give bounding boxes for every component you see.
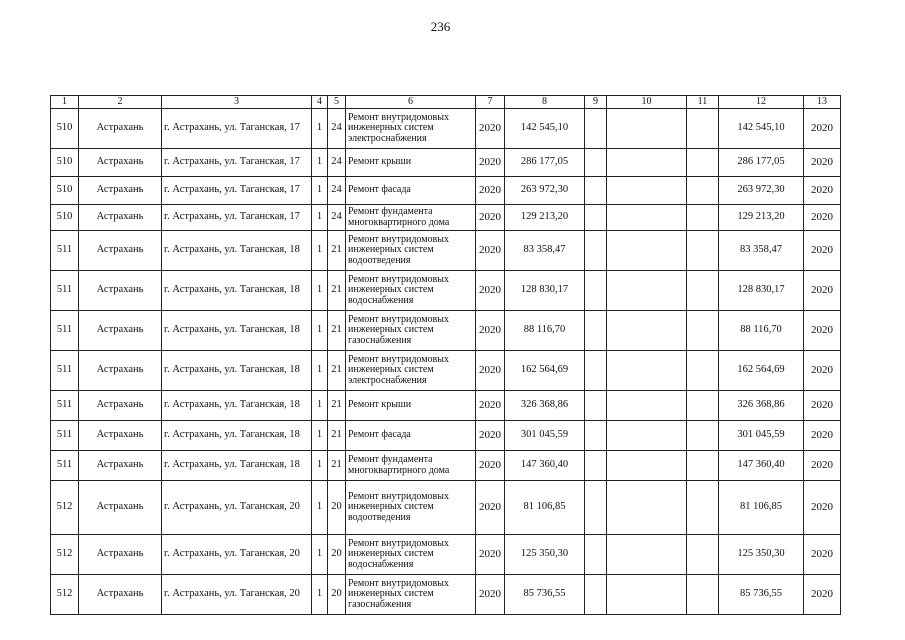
cell-city: Астрахань bbox=[79, 231, 162, 271]
cell-city: Астрахань bbox=[79, 311, 162, 351]
cell-total: 263 972,30 bbox=[719, 177, 804, 205]
col-header: 11 bbox=[687, 96, 719, 109]
cell-year: 2020 bbox=[476, 311, 505, 351]
cell-year: 2020 bbox=[476, 205, 505, 231]
cell-col10 bbox=[607, 109, 687, 149]
cell-year-end: 2020 bbox=[804, 231, 841, 271]
cell-col11 bbox=[687, 575, 719, 615]
col-header: 4 bbox=[312, 96, 328, 109]
cell-col10 bbox=[607, 177, 687, 205]
cell-year: 2020 bbox=[476, 231, 505, 271]
table-row bbox=[51, 109, 841, 149]
cell-sum: 83 358,47 bbox=[505, 231, 585, 271]
cell-year-end: 2020 bbox=[804, 205, 841, 231]
col-header: 13 bbox=[804, 96, 841, 109]
cell-year-end: 2020 bbox=[804, 351, 841, 391]
cell-col5: 21 bbox=[328, 231, 346, 271]
cell-address: г. Астрахань, ул. Таганская, 18 bbox=[162, 421, 312, 451]
cell-work-type: Ремонт внутридомовых инженерных систем водоотведения bbox=[346, 231, 476, 271]
cell-col4: 1 bbox=[312, 271, 328, 311]
cell-col10 bbox=[607, 451, 687, 481]
cell-sum: 88 116,70 bbox=[505, 311, 585, 351]
col-header: 3 bbox=[162, 96, 312, 109]
cell-year: 2020 bbox=[476, 421, 505, 451]
table-row bbox=[51, 177, 841, 205]
cell-sum: 125 350,30 bbox=[505, 535, 585, 575]
cell-city: Астрахань bbox=[79, 451, 162, 481]
cell-city: Астрахань bbox=[79, 351, 162, 391]
cell-city: Астрахань bbox=[79, 271, 162, 311]
table-row bbox=[51, 271, 841, 311]
cell-work-type: Ремонт фундамента многоквартирного дома bbox=[346, 205, 476, 231]
cell-col4: 1 bbox=[312, 109, 328, 149]
data-table bbox=[50, 95, 841, 615]
cell-col5: 21 bbox=[328, 271, 346, 311]
cell-year: 2020 bbox=[476, 351, 505, 391]
cell-address: г. Астрахань, ул. Таганская, 17 bbox=[162, 177, 312, 205]
table-row bbox=[51, 421, 841, 451]
cell-city: Астрахань bbox=[79, 481, 162, 535]
cell-year: 2020 bbox=[476, 391, 505, 421]
cell-col11 bbox=[687, 451, 719, 481]
cell-col9 bbox=[585, 231, 607, 271]
cell-year-end: 2020 bbox=[804, 149, 841, 177]
cell-col5: 24 bbox=[328, 205, 346, 231]
cell-year: 2020 bbox=[476, 451, 505, 481]
table-row bbox=[51, 451, 841, 481]
cell-col9 bbox=[585, 109, 607, 149]
cell-col4: 1 bbox=[312, 205, 328, 231]
table-row bbox=[51, 575, 841, 615]
cell-year: 2020 bbox=[476, 149, 505, 177]
cell-col5: 24 bbox=[328, 149, 346, 177]
table-row bbox=[51, 311, 841, 351]
cell-number: 511 bbox=[51, 451, 79, 481]
cell-number: 510 bbox=[51, 109, 79, 149]
cell-work-type: Ремонт крыши bbox=[346, 149, 476, 177]
col-header: 5 bbox=[328, 96, 346, 109]
cell-city: Астрахань bbox=[79, 177, 162, 205]
cell-col11 bbox=[687, 351, 719, 391]
cell-year-end: 2020 bbox=[804, 481, 841, 535]
cell-year-end: 2020 bbox=[804, 271, 841, 311]
cell-col9 bbox=[585, 149, 607, 177]
cell-col5: 21 bbox=[328, 391, 346, 421]
cell-total: 129 213,20 bbox=[719, 205, 804, 231]
cell-sum: 326 368,86 bbox=[505, 391, 585, 421]
cell-col11 bbox=[687, 421, 719, 451]
cell-col10 bbox=[607, 231, 687, 271]
cell-col10 bbox=[607, 149, 687, 177]
cell-sum: 286 177,05 bbox=[505, 149, 585, 177]
cell-work-type: Ремонт крыши bbox=[346, 391, 476, 421]
cell-year-end: 2020 bbox=[804, 535, 841, 575]
col-header: 9 bbox=[585, 96, 607, 109]
cell-city: Астрахань bbox=[79, 149, 162, 177]
cell-address: г. Астрахань, ул. Таганская, 18 bbox=[162, 451, 312, 481]
cell-col10 bbox=[607, 391, 687, 421]
cell-total: 88 116,70 bbox=[719, 311, 804, 351]
cell-col4: 1 bbox=[312, 149, 328, 177]
cell-col5: 24 bbox=[328, 177, 346, 205]
cell-address: г. Астрахань, ул. Таганская, 20 bbox=[162, 535, 312, 575]
cell-col11 bbox=[687, 177, 719, 205]
cell-number: 510 bbox=[51, 205, 79, 231]
cell-col4: 1 bbox=[312, 421, 328, 451]
cell-number: 511 bbox=[51, 391, 79, 421]
cell-year-end: 2020 bbox=[804, 391, 841, 421]
page-number: 236 bbox=[430, 19, 451, 34]
cell-total: 142 545,10 bbox=[719, 109, 804, 149]
cell-address: г. Астрахань, ул. Таганская, 18 bbox=[162, 351, 312, 391]
cell-total: 162 564,69 bbox=[719, 351, 804, 391]
cell-number: 511 bbox=[51, 231, 79, 271]
cell-city: Астрахань bbox=[79, 109, 162, 149]
cell-col5: 21 bbox=[328, 451, 346, 481]
cell-year-end: 2020 bbox=[804, 421, 841, 451]
col-header: 2 bbox=[79, 96, 162, 109]
cell-total: 85 736,55 bbox=[719, 575, 804, 615]
cell-city: Астрахань bbox=[79, 421, 162, 451]
cell-number: 511 bbox=[51, 311, 79, 351]
cell-address: г. Астрахань, ул. Таганская, 18 bbox=[162, 231, 312, 271]
cell-year-end: 2020 bbox=[804, 451, 841, 481]
cell-address: г. Астрахань, ул. Таганская, 18 bbox=[162, 271, 312, 311]
cell-col5: 21 bbox=[328, 421, 346, 451]
col-header: 12 bbox=[719, 96, 804, 109]
cell-col9 bbox=[585, 351, 607, 391]
cell-number: 511 bbox=[51, 271, 79, 311]
cell-city: Астрахань bbox=[79, 575, 162, 615]
cell-col9 bbox=[585, 575, 607, 615]
table-row bbox=[51, 205, 841, 231]
cell-address: г. Астрахань, ул. Таганская, 20 bbox=[162, 481, 312, 535]
cell-col10 bbox=[607, 351, 687, 391]
cell-work-type: Ремонт фундамента многоквартирного дома bbox=[346, 451, 476, 481]
cell-city: Астрахань bbox=[79, 205, 162, 231]
cell-work-type: Ремонт внутридомовых инженерных систем водоотведения bbox=[346, 481, 476, 535]
cell-address: г. Астрахань, ул. Таганская, 18 bbox=[162, 391, 312, 421]
cell-number: 511 bbox=[51, 421, 79, 451]
col-header: 10 bbox=[607, 96, 687, 109]
col-header: 6 bbox=[346, 96, 476, 109]
cell-year: 2020 bbox=[476, 535, 505, 575]
cell-sum: 128 830,17 bbox=[505, 271, 585, 311]
cell-sum: 142 545,10 bbox=[505, 109, 585, 149]
cell-col4: 1 bbox=[312, 311, 328, 351]
cell-col4: 1 bbox=[312, 481, 328, 535]
cell-year-end: 2020 bbox=[804, 177, 841, 205]
cell-sum: 263 972,30 bbox=[505, 177, 585, 205]
cell-col9 bbox=[585, 311, 607, 351]
cell-work-type: Ремонт фасада bbox=[346, 421, 476, 451]
cell-year: 2020 bbox=[476, 481, 505, 535]
table-row bbox=[51, 391, 841, 421]
cell-col10 bbox=[607, 421, 687, 451]
cell-address: г. Астрахань, ул. Таганская, 17 bbox=[162, 205, 312, 231]
cell-number: 510 bbox=[51, 149, 79, 177]
cell-col9 bbox=[585, 481, 607, 535]
cell-col4: 1 bbox=[312, 391, 328, 421]
cell-total: 81 106,85 bbox=[719, 481, 804, 535]
cell-address: г. Астрахань, ул. Таганская, 17 bbox=[162, 149, 312, 177]
cell-work-type: Ремонт внутридомовых инженерных систем водоснабжения bbox=[346, 271, 476, 311]
cell-address: г. Астрахань, ул. Таганская, 20 bbox=[162, 575, 312, 615]
cell-col9 bbox=[585, 177, 607, 205]
cell-col9 bbox=[585, 205, 607, 231]
cell-year: 2020 bbox=[476, 575, 505, 615]
cell-col11 bbox=[687, 311, 719, 351]
col-header: 7 bbox=[476, 96, 505, 109]
cell-number: 512 bbox=[51, 535, 79, 575]
cell-total: 301 045,59 bbox=[719, 421, 804, 451]
cell-col10 bbox=[607, 271, 687, 311]
cell-work-type: Ремонт внутридомовых инженерных систем газоснабжения bbox=[346, 311, 476, 351]
cell-year: 2020 bbox=[476, 271, 505, 311]
cell-sum: 301 045,59 bbox=[505, 421, 585, 451]
col-header: 8 bbox=[505, 96, 585, 109]
cell-number: 510 bbox=[51, 177, 79, 205]
cell-number: 512 bbox=[51, 575, 79, 615]
cell-col11 bbox=[687, 271, 719, 311]
cell-col11 bbox=[687, 391, 719, 421]
cell-col10 bbox=[607, 575, 687, 615]
cell-col10 bbox=[607, 535, 687, 575]
cell-total: 326 368,86 bbox=[719, 391, 804, 421]
cell-sum: 147 360,40 bbox=[505, 451, 585, 481]
cell-col9 bbox=[585, 421, 607, 451]
cell-col11 bbox=[687, 205, 719, 231]
cell-col9 bbox=[585, 391, 607, 421]
col-header: 1 bbox=[51, 96, 79, 109]
cell-work-type: Ремонт внутридомовых инженерных систем электроснабжения bbox=[346, 351, 476, 391]
cell-col11 bbox=[687, 149, 719, 177]
cell-col11 bbox=[687, 231, 719, 271]
table-row bbox=[51, 351, 841, 391]
cell-col4: 1 bbox=[312, 451, 328, 481]
table-row bbox=[51, 481, 841, 535]
cell-total: 125 350,30 bbox=[719, 535, 804, 575]
cell-col5: 21 bbox=[328, 351, 346, 391]
cell-col10 bbox=[607, 481, 687, 535]
cell-col10 bbox=[607, 205, 687, 231]
cell-sum: 85 736,55 bbox=[505, 575, 585, 615]
cell-col10 bbox=[607, 311, 687, 351]
cell-col5: 20 bbox=[328, 535, 346, 575]
cell-year-end: 2020 bbox=[804, 575, 841, 615]
cell-total: 286 177,05 bbox=[719, 149, 804, 177]
cell-address: г. Астрахань, ул. Таганская, 17 bbox=[162, 109, 312, 149]
cell-year-end: 2020 bbox=[804, 109, 841, 149]
cell-total: 128 830,17 bbox=[719, 271, 804, 311]
cell-number: 512 bbox=[51, 481, 79, 535]
header-row bbox=[51, 96, 841, 109]
cell-col4: 1 bbox=[312, 535, 328, 575]
cell-col5: 24 bbox=[328, 109, 346, 149]
cell-year: 2020 bbox=[476, 177, 505, 205]
cell-work-type: Ремонт внутридомовых инженерных систем электроснабжения bbox=[346, 109, 476, 149]
table-row bbox=[51, 231, 841, 271]
cell-work-type: Ремонт внутридомовых инженерных систем газоснабжения bbox=[346, 575, 476, 615]
cell-col11 bbox=[687, 481, 719, 535]
cell-col9 bbox=[585, 451, 607, 481]
cell-col5: 21 bbox=[328, 311, 346, 351]
cell-city: Астрахань bbox=[79, 391, 162, 421]
cell-col9 bbox=[585, 535, 607, 575]
table-row bbox=[51, 149, 841, 177]
cell-work-type: Ремонт фасада bbox=[346, 177, 476, 205]
cell-city: Астрахань bbox=[79, 535, 162, 575]
cell-total: 147 360,40 bbox=[719, 451, 804, 481]
table-row bbox=[51, 535, 841, 575]
cell-col9 bbox=[585, 271, 607, 311]
cell-total: 83 358,47 bbox=[719, 231, 804, 271]
cell-col4: 1 bbox=[312, 351, 328, 391]
cell-sum: 129 213,20 bbox=[505, 205, 585, 231]
cell-col5: 20 bbox=[328, 575, 346, 615]
cell-year: 2020 bbox=[476, 109, 505, 149]
cell-col11 bbox=[687, 109, 719, 149]
cell-col4: 1 bbox=[312, 177, 328, 205]
cell-address: г. Астрахань, ул. Таганская, 18 bbox=[162, 311, 312, 351]
cell-col4: 1 bbox=[312, 231, 328, 271]
cell-sum: 81 106,85 bbox=[505, 481, 585, 535]
cell-year-end: 2020 bbox=[804, 311, 841, 351]
cell-sum: 162 564,69 bbox=[505, 351, 585, 391]
cell-col11 bbox=[687, 535, 719, 575]
cell-work-type: Ремонт внутридомовых инженерных систем водоснабжения bbox=[346, 535, 476, 575]
cell-col4: 1 bbox=[312, 575, 328, 615]
cell-col5: 20 bbox=[328, 481, 346, 535]
cell-number: 511 bbox=[51, 351, 79, 391]
